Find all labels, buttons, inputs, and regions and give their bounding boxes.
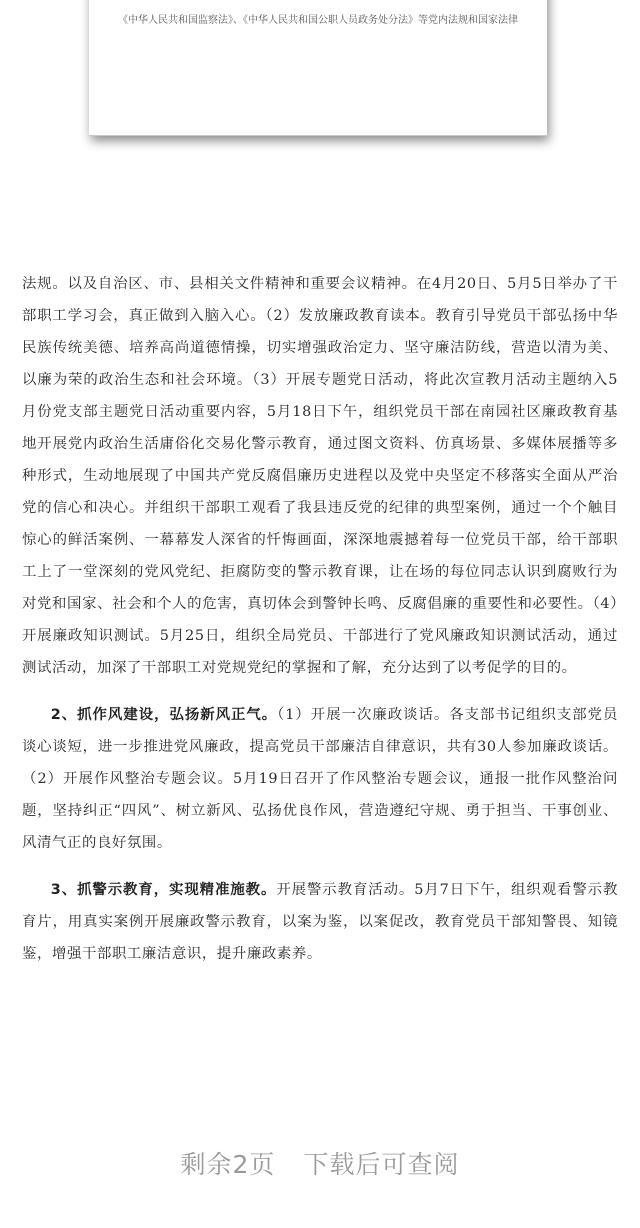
preview-text-line: 《中华人民共和国监察法》、《中华人民共和国公职人员政务处分法》等党内法规和国家法律 — [118, 15, 518, 26]
document-body — [22, 268, 618, 970]
paragraph-3-text: 开展警示教育活动。5月7日下午，组织观看警示教育片，用真实案例开展廉政警示教育，以案为鉴，以案促改，教育党员干部知警畏、知镜鉴，增强干部职工廉洁意识，提升廉政素养。 — [22, 882, 618, 962]
paragraph-3-heading: 3、抓警示教育，实现精准施教。 — [50, 882, 277, 898]
download-to-view-label: 下载后可查阅 — [303, 1150, 460, 1179]
paragraph-1: 法规。以及自治区、市、县相关文件精神和重要会议精神。在4月20日、5月5日举办了干部职工学习会，真正做到入脑入心。（2）发放廉政教育读本。教育引导党员干部弘扬中华民族传统美德、培养高尚道德情操，切实增强政治定力、坚守廉洁防线，营造以清为美、以廉为荣的政治生态和社会环境。（3）开展专题党日活动，将此次宣教月活动主题纳入5月份党支部主题党日活动重要内容，5月18日下午，组织党员干部在南园社区廉政教育基地开展党内政治生活庸俗化交易化警示教育，通过图文资料、仿真场景、多媒体展播等多种形式，生动地展现了中国共产党反腐倡廉历史进程以及党中央坚定不移落实全面从严治党的信心和决心。并组织干部职工观看了我县违反党的纪律的典型案例，通过一个个触目惊心的鲜活案例、一幕幕发人深省的忏悔画面，深深地震撼着每一位党员干部，给干部职工上了一堂深刻的党风党纪、拒腐防变的警示教育课，让在场的每位同志认识到腐败行为对党和国家、社会和个人的危害，真切体会到警钟长鸣、反腐倡廉的重要性和必要性。（4）开展廉政知识测试。5月25日，组织全局党员、干部进行了党风廉政知识测试活动，通过测试活动，加深了干部职工对党规党纪的掌握和了解，充分达到了以考促学的目的。 — [22, 276, 618, 676]
paragraph-2 — [22, 699, 618, 859]
paragraph-2-text: （1）开展一次廉政谈话。各支部书记组织支部党员谈心谈短，进一步推进党风廉政，提高党员干部廉洁自律意识，共有30人参加廉政谈话。（2）开展作风整治专题会议。5月19日召开了作风整治专题会议，通报一批作风整治问题，坚持纠正“四风”、树立新风、弘扬优良作风，营造遵纪守规、勇于担当、干事创业、风清气正的良好氛围。 — [22, 707, 618, 851]
paragraph-3 — [22, 874, 618, 970]
paragraph-2-heading: 2、抓作风建设，弘扬新风正气。 — [50, 707, 278, 723]
page-preview-card — [89, 0, 547, 136]
remaining-pages-label: 剩余2页 — [180, 1150, 276, 1179]
remaining-pages-banner[interactable] — [0, 1145, 640, 1181]
